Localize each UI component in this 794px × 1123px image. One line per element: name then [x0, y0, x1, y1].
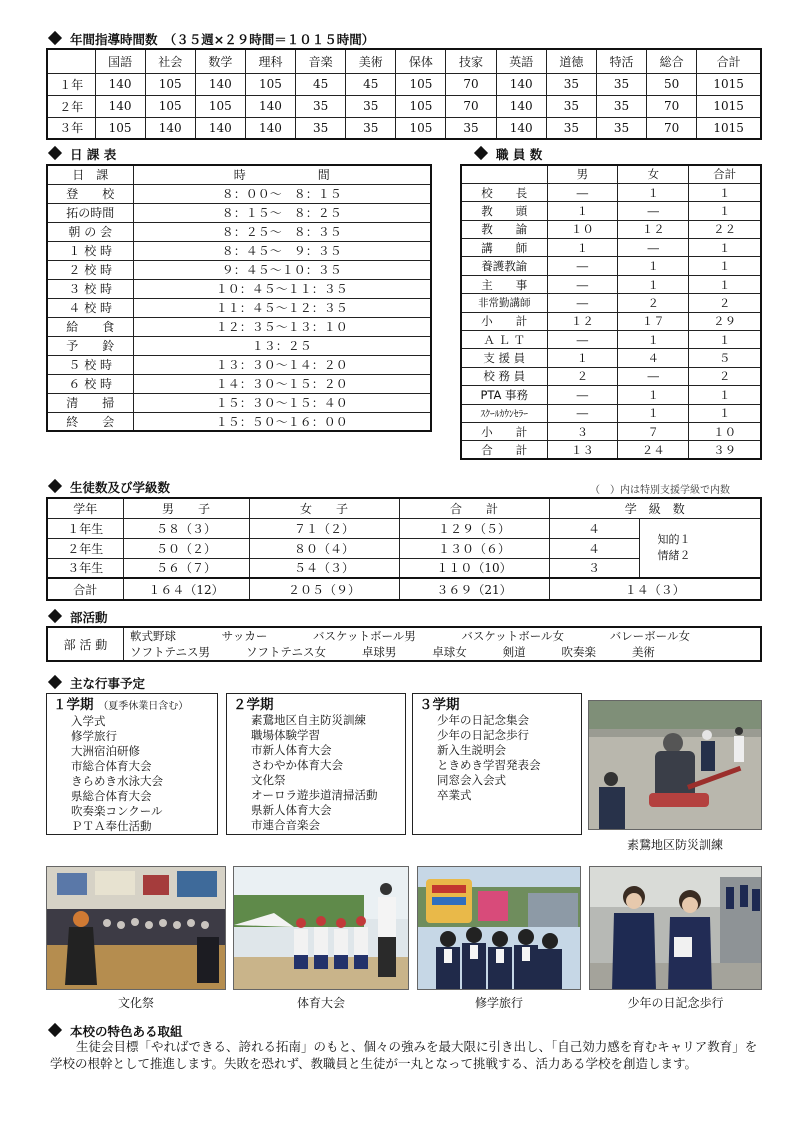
- table-row: ４ 校 時 １１：４５～１２：３５: [47, 298, 431, 317]
- staff-table: [460, 164, 762, 460]
- table-row: ２年 140 105 105 140 35 35 105 70 140 35 35 70 1015: [47, 95, 761, 117]
- table-row: ５ 校 時 １３：３０～１４：２０: [47, 355, 431, 374]
- header-cell: 技家: [446, 49, 496, 73]
- diamond-bullet-icon: [48, 675, 62, 689]
- photo-caption: 体育大会: [296, 996, 345, 1010]
- clubs-line-2: ソフトテニス男 ソフトテニス女 卓球男 卓球女 剣道 吹奏楽 美術: [130, 645, 655, 659]
- header-cell: 数学: [195, 49, 245, 73]
- header-cell: 音楽: [296, 49, 346, 73]
- list-item: 大洲宿泊研修: [71, 744, 140, 758]
- section-heading-hours: [50, 30, 374, 48]
- list-item: 市新人体育大会: [251, 743, 332, 757]
- section-heading-students: [50, 478, 170, 496]
- list-item: 吹奏楽コンクール: [71, 804, 163, 818]
- table-header-row: 日 課 時 間: [47, 165, 431, 184]
- photo-caption: 修学旅行: [474, 996, 523, 1010]
- table-row: ｽｸｰﾙｶｳﾝｾﾗｰ ― １ １: [461, 404, 761, 422]
- table-row: 教 頭 １ ― １: [461, 202, 761, 220]
- photo-caption: 素鵞地区防災訓練: [626, 838, 723, 852]
- table-row: 養護教諭 ― １ １: [461, 257, 761, 275]
- term-title: ３学期: [419, 697, 460, 713]
- header-cell: 国語: [95, 49, 145, 73]
- diamond-bullet-icon: [48, 146, 62, 160]
- table-row: 主 事 ― １ １: [461, 275, 761, 293]
- header-cell: 道徳: [546, 49, 596, 73]
- table-row: １ 校 時 ８：４５～ ９：３５: [47, 241, 431, 260]
- table-row: 給 食 １２：３５～１３：１０: [47, 317, 431, 336]
- diamond-bullet-icon: [48, 31, 62, 45]
- students-table: [46, 497, 762, 601]
- clubs-label: 部 活 動: [48, 628, 124, 660]
- disaster-drill-image: [589, 701, 762, 830]
- list-item: さわやか体育大会: [251, 758, 343, 772]
- section-title: 部活動: [70, 610, 108, 625]
- table-row: 支 援 員 １ ４ ５: [461, 349, 761, 367]
- table-row: ６ 校 時 １４：３０～１５：２０: [47, 374, 431, 393]
- features-paragraph: 生徒会目標「やればできる、誇れる拓南」のもと、個々の強みを最大限に引き出し、「自己効力感を育むキャリア教育」を学校の根幹として推進します。失敗を恐れず、教職員と生徒が一丸となって挑戦する、活力ある学校を創造します。: [50, 1039, 758, 1071]
- diamond-bullet-icon: [48, 609, 62, 623]
- table-row: 教 諭 １０ １２ ２２: [461, 220, 761, 238]
- table-header-row: 男 女 合計: [461, 165, 761, 183]
- table-row: ３年 105 140 140 140 35 35 105 35 140 35 35 70 1015: [47, 117, 761, 139]
- list-item: 少年の日記念歩行: [437, 728, 529, 742]
- table-row: 校 務 員 ２ ― ２: [461, 367, 761, 385]
- table-row: 講 師 １ ― １: [461, 239, 761, 257]
- section-heading-clubs: [50, 608, 108, 626]
- list-item: 新入生説明会: [437, 743, 506, 757]
- term-1-box: [46, 693, 218, 835]
- list-item: 入学式: [71, 714, 106, 728]
- section-heading-staff: [476, 145, 542, 163]
- term-title: １学期 （夏季休業日含む）: [53, 697, 189, 713]
- table-row: Ａ Ｌ Ｔ ― １ １: [461, 331, 761, 349]
- section-heading-schedule: [50, 145, 116, 163]
- table-row: 清 掃 １５：３０～１５：４０: [47, 393, 431, 412]
- diamond-bullet-icon: [474, 146, 488, 160]
- section-title: 生徒数及び学級数: [70, 480, 171, 495]
- students-note: （ ）内は特別支援学級で内数: [590, 485, 730, 496]
- header-cell: 保体: [396, 49, 446, 73]
- section-heading-events: [50, 674, 145, 692]
- list-item: 職場体験学習: [251, 728, 320, 742]
- table-row: １年 140 105 140 105 45 45 105 70 140 35 35 50 1015: [47, 73, 761, 95]
- diamond-bullet-icon: [48, 479, 62, 493]
- header-cell: 美術: [346, 49, 396, 73]
- header-cell: 英語: [496, 49, 546, 73]
- list-item: 文化祭: [251, 773, 286, 787]
- header-cell: 特活: [596, 49, 646, 73]
- table-row: ２年生 ５０（２） ８０（４） １３０（６） ４: [47, 538, 761, 558]
- table-row: 非常勤講師 ― ２ ２: [461, 294, 761, 312]
- table-row: 合 計 １３ ２４ ３９: [461, 441, 761, 459]
- table-row: 校 長 ― １ １: [461, 183, 761, 201]
- table-row: ２ 校 時 ９：４５～１０：３５: [47, 260, 431, 279]
- special-classes: 知的１ 情緒２: [639, 518, 761, 578]
- table-row: ３ 校 時 １０：４５～１１：３５: [47, 279, 431, 298]
- sports-day-image: [234, 867, 409, 990]
- table-row: 小 計 ３ ７ １０: [461, 422, 761, 440]
- photo-disaster-drill: [588, 700, 762, 830]
- clubs-line-1: 軟式野球 サッカー バスケットボール男 バスケットボール女 バレーボール女: [130, 629, 690, 643]
- table-header-row: [47, 49, 761, 73]
- table-row: 小 計 １２ １７ ２９: [461, 312, 761, 330]
- photo-culture-festival: [46, 866, 226, 990]
- table-row: 予 鈴 １３：２５: [47, 336, 431, 355]
- header-cell: 合計: [697, 49, 761, 73]
- table-row: PTA 事務 ― １ １: [461, 386, 761, 404]
- table-total-row: 合計 １６４（12） ２０５（９） ３６９（21） １４（３）: [47, 578, 761, 600]
- list-item: 少年の日記念集会: [437, 713, 529, 727]
- header-cell: 理科: [245, 49, 295, 73]
- header-cell: 社会: [145, 49, 195, 73]
- photo-caption: 少年の日記念歩行: [627, 996, 724, 1010]
- school-trip-image: [418, 867, 581, 990]
- table-header-row: 学年 男 子 女 子 合 計 学 級 数: [47, 498, 761, 518]
- list-item: 県総合体育大会: [71, 789, 152, 803]
- list-item: 市総合体育大会: [71, 759, 152, 773]
- header-cell: 総合: [647, 49, 697, 73]
- list-item: 素鵞地区自主防災訓練: [251, 713, 366, 727]
- section-title: 主な行事予定: [70, 676, 146, 691]
- table-row: １年生 ５８（３） ７１（２） １２９（５） ４ 知的１ 情緒２: [47, 518, 761, 538]
- list-item: オーロラ遊歩道清掃活動: [251, 788, 378, 802]
- diamond-bullet-icon: [48, 1023, 62, 1037]
- list-item: 市連合音楽会: [251, 818, 320, 832]
- photo-youth-day-walk: [589, 866, 762, 990]
- list-item: 修学旅行: [71, 729, 117, 743]
- photo-caption: 文化祭: [117, 996, 154, 1010]
- clubs-box: [46, 626, 762, 662]
- section-title: 年間指導時間数 （３５週×２９時間＝１０１５時間）: [70, 32, 375, 47]
- list-item: ＰＴＡ奉仕活動: [71, 819, 152, 833]
- schedule-table: [46, 164, 432, 432]
- youth-day-walk-image: [590, 867, 762, 990]
- list-item: ときめき学習発表会: [437, 758, 541, 772]
- table-row: 終 会 １５：５０～１６：００: [47, 412, 431, 431]
- table-row: ３年生 ５６（７） ５４（３） １１０（10） ３: [47, 558, 761, 578]
- section-title: 職 員 数: [496, 147, 543, 162]
- table-row: 朝 の 会 ８：２５～ ８：３５: [47, 222, 431, 241]
- list-item: 県新人体育大会: [251, 803, 332, 817]
- section-title: 本校の特色ある取組: [70, 1024, 183, 1039]
- term-2-box: [226, 693, 406, 835]
- list-item: きらめき水泳大会: [71, 774, 163, 788]
- culture-festival-image: [47, 867, 226, 990]
- list-item: 同窓会入会式: [437, 773, 506, 787]
- photo-sports-day: [233, 866, 409, 990]
- term-3-box: [412, 693, 582, 835]
- term-title: ２学期: [233, 697, 274, 713]
- section-title: 日 課 表: [70, 147, 117, 162]
- photo-school-trip: [417, 866, 581, 990]
- list-item: 卒業式: [437, 788, 472, 802]
- hours-table: [46, 48, 762, 140]
- table-row: 拓の時間 ８：１５～ ８：２５: [47, 203, 431, 222]
- table-row: 登 校 ８：００～ ８：１５: [47, 184, 431, 203]
